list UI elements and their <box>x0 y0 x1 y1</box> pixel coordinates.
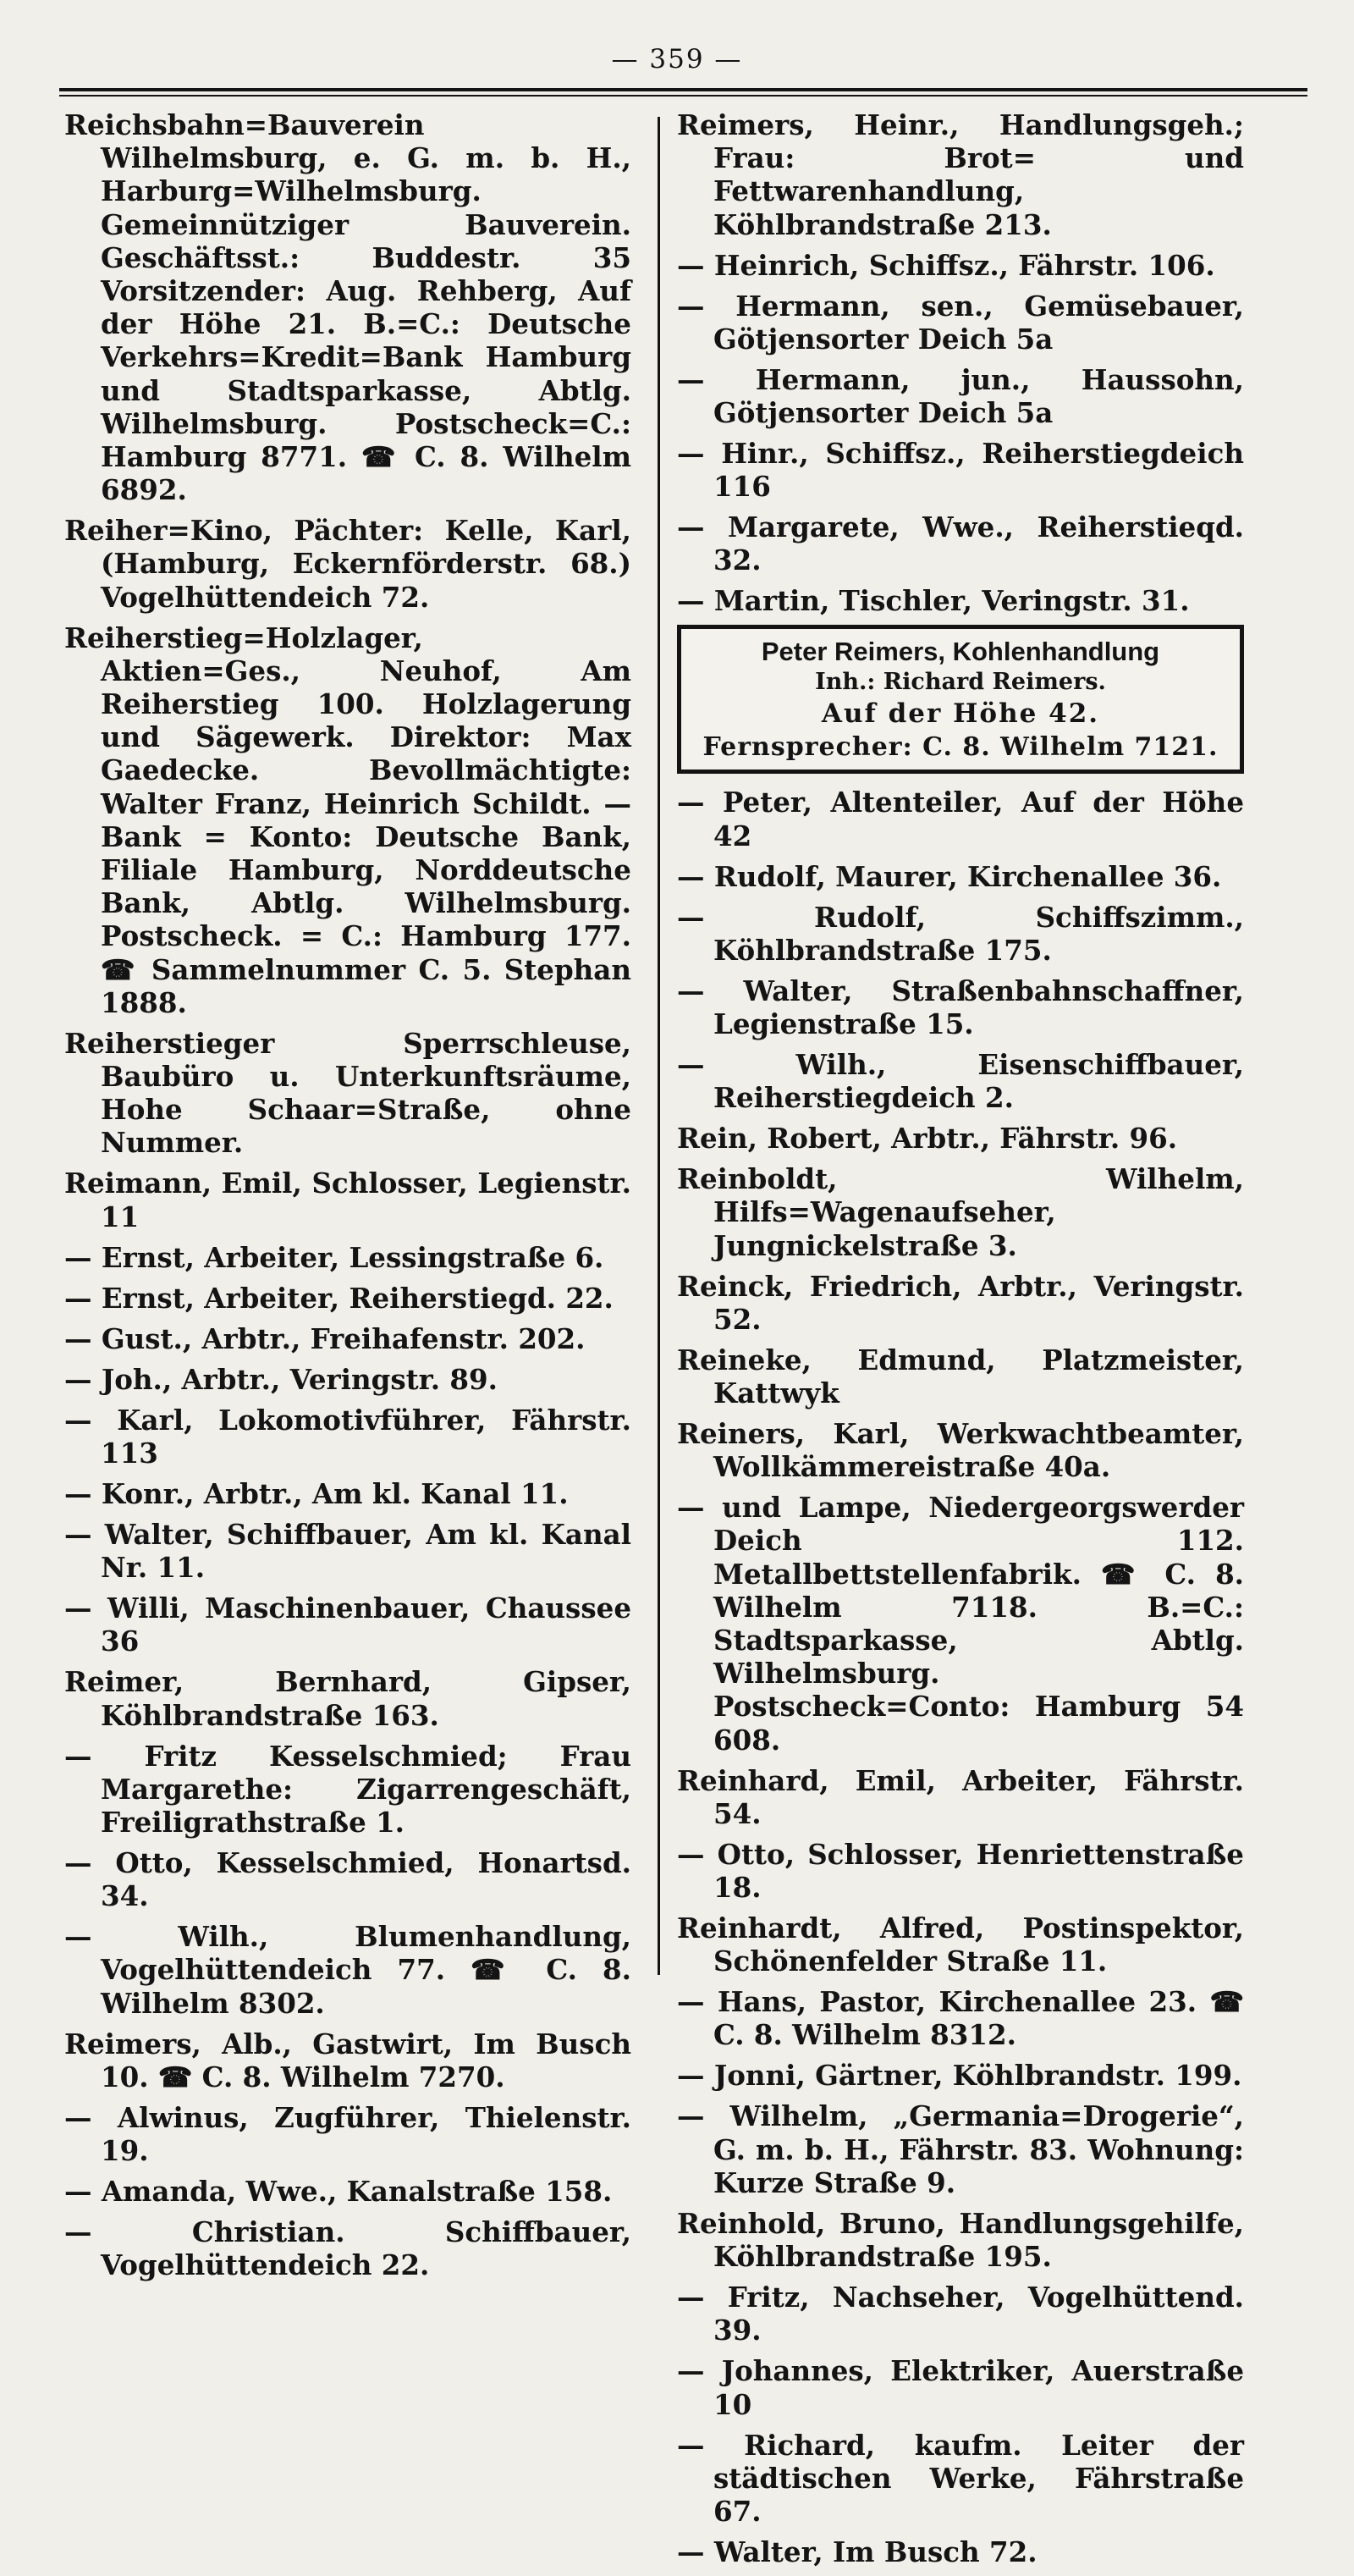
ad-title: Peter Reimers, Kohlenhandlung <box>761 637 1160 667</box>
directory-entry: — Amanda, Wwe., Kanalstraße 158. <box>64 2174 613 2208</box>
directory-entry: — Hans, Pastor, Kirchenallee 23. ☎ C. 8. Wilhelm 8312. <box>677 1985 1244 2052</box>
header-rule-thin <box>59 95 1307 97</box>
page-number: — 359 — <box>611 44 743 74</box>
directory-entry: Reiners, Karl, Werkwachtbeamter, Wollkämmereistraße 40a. <box>677 1417 1244 1484</box>
column-divider <box>658 117 660 1975</box>
directory-entry: — Alwinus, Zugführer, Thielenstr. 19. <box>64 2100 631 2167</box>
directory-entry: — Ernst, Arbeiter, Lessingstraße 6. <box>64 1240 604 1274</box>
directory-entry: — Hermann, sen., Gemüsebauer, Götjensorter Deich 5a <box>677 289 1244 356</box>
directory-entry: Reimers, Alb., Gastwirt, Im Busch 10. ☎ C. 8. Wilhelm 7270. <box>64 2027 631 2093</box>
ad-phone: Fernsprecher: C. 8. Wilhelm 7121. <box>702 732 1219 763</box>
directory-entry: — Richard, kaufm. Leiter der städtischen Werke, Fährstraße 67. <box>677 2428 1244 2528</box>
directory-entry: — Rudolf, Schiffszimm., Köhlbrandstraße 175. <box>677 900 1244 967</box>
directory-entry: Reimer, Bernhard, Gipser, Köhlbrandstraße 163. <box>64 1665 631 1732</box>
ad-owner: Inh.: Richard Reimers. <box>815 669 1106 696</box>
directory-entry: — Jonni, Gärtner, Köhlbrandstr. 199. <box>677 2059 1242 2093</box>
left-column <box>64 108 631 2289</box>
directory-entry: — Peter, Altenteiler, Auf der Höhe 42 <box>677 786 1244 852</box>
directory-entry: — Ernst, Arbeiter, Reiherstiegd. 22. <box>64 1281 614 1315</box>
directory-entry: — und Lampe, Niedergeorgswerder Deich 112. Metallbettstellenfabrik. ☎ C. 8. Wilhelm 7118. B.=C.: Stadtsparkasse, Abtlg. Wilhelmsburg. Postscheck=Conto: Hamburg 54 608. <box>677 1491 1244 1757</box>
directory-entry: — Rudolf, Maurer, Kirchenallee 36. <box>677 859 1222 893</box>
ad-address: Auf der Höhe 42. <box>821 698 1100 730</box>
directory-entry: — Johannes, Elektriker, Auerstraße 10 <box>677 2354 1244 2421</box>
header-rule <box>59 88 1307 91</box>
directory-entry: — Wilhelm, „Germania=Drogerie“, G. m. b. H., Fährstr. 83. Wohnung: Kurze Straße 9. <box>677 2099 1244 2199</box>
advertisement-box <box>677 625 1244 774</box>
directory-entry: — Wilh., Eisenschiffbauer, Reiherstiegdeich 2. <box>677 1048 1244 1115</box>
directory-entry: — Fritz Kesselschmied; Frau Margarethe: Zigarrengeschäft, Freiligrathstraße 1. <box>64 1739 631 1839</box>
directory-entry: Reiherstieg=Holzlager, Aktien=Ges., Neuhof, Am Reiherstieg 100. Holzlagerung und Sägewerk. Direktor: Max Gaedecke. Bevollmächtigte: Walter Franz, Heinrich Schildt. — Bank = Konto: Deutsche Bank, Filiale Hamburg, Norddeutsche Bank, Abtlg. Wilhelmsburg. Postscheck. = C.: Hamburg 177. ☎ Sammelnummer C. 5. Stephan 1888. <box>64 621 631 1019</box>
directory-entry: — Otto, Kesselschmied, Honartsd. 34. <box>64 1845 631 1913</box>
directory-entry: — Karl, Lokomotivführer, Fährstr. 113 <box>64 1403 631 1470</box>
directory-entry: — Otto, Schlosser, Henriettenstraße 18. <box>677 1837 1244 1905</box>
directory-entry: — Heinrich, Schiffsz., Fährstr. 106. <box>677 248 1215 282</box>
directory-entry: — Christian. Schiffbauer, Vogelhüttendeich 22. <box>64 2215 631 2282</box>
directory-entry: Reimers, Heinr., Handlungsgeh.; Frau: Brot= und Fettwarenhandlung, Köhlbrandstraße 213. <box>677 108 1244 241</box>
directory-entry: Reineke, Edmund, Platzmeister, Kattwyk <box>677 1343 1244 1410</box>
directory-entry: Reinhardt, Alfred, Postinspektor, Schönenfelder Straße 11. <box>677 1911 1244 1978</box>
directory-entry: — Joh., Arbtr., Veringstr. 89. <box>64 1362 498 1396</box>
directory-entry: Reiherstieger Sperrschleuse, Baubüro u. Unterkunftsräume, Hohe Schaar=Straße, ohne Nummer. <box>64 1026 631 1160</box>
directory-entry: Reimann, Emil, Schlosser, Legienstr. 11 <box>64 1167 631 1233</box>
right-column <box>677 108 1244 2576</box>
directory-entry: — Willi, Maschinenbauer, Chaussee 36 <box>64 1591 631 1658</box>
directory-entry: — Konr., Arbtr., Am kl. Kanal 11. <box>64 1476 569 1510</box>
directory-entry: — Hermann, jun., Haussohn, Götjensorter Deich 5a <box>677 362 1244 430</box>
directory-entry: — Walter, Schiffbauer, Am kl. Kanal Nr. 11. <box>64 1517 631 1585</box>
directory-entry: Reinboldt, Wilhelm, Hilfs=Wagenaufseher, Jungnickelstraße 3. <box>677 1162 1244 1262</box>
directory-entry: — Margarete, Wwe., Reiherstieqd. 32. <box>677 510 1244 577</box>
directory-entry: Reichsbahn=Bauverein Wilhelmsburg, e. G. m. b. H., Harburg=Wilhelmsburg. Gemeinnütziger Bauverein. Geschäftsst.: Buddestr. 35 Vorsitzender: Aug. Rehberg, Auf der Höhe 21. B.=C.: Deutsche Verkehrs=Kredit=Bank Hamburg und Stadtsparkasse, Abtlg. Wilhelmsburg. Postscheck=C.: Hamburg 8771. ☎ C. 8. Wilhelm 6892. <box>64 108 631 507</box>
directory-entry: Reiher=Kino, Pächter: Kelle, Karl, (Hamburg, Eckernförderstr. 68.) Vogelhüttendeich 72. <box>64 514 631 614</box>
directory-entry: — Hinr., Schiffsz., Reiherstiegdeich 116 <box>677 437 1244 504</box>
directory-entry: — Wilh., Blumenhandlung, Vogelhüttendeich 77. ☎ C. 8. Wilhelm 8302. <box>64 1920 631 2020</box>
directory-entry: Reinhard, Emil, Arbeiter, Fährstr. 54. <box>677 1763 1244 1830</box>
directory-entry: Reinhold, Bruno, Handlungsgehilfe, Köhlbrandstraße 195. <box>677 2206 1244 2274</box>
directory-entry: — Fritz, Nachseher, Vogelhüttend. 39. <box>677 2281 1244 2347</box>
directory-entry: — Walter, Straßenbahnschaffner, Legienstraße 15. <box>677 974 1244 1041</box>
directory-entry: — Walter, Im Busch 72. <box>677 2535 1038 2568</box>
directory-entry: — Martin, Tischler, Veringstr. 31. <box>677 584 1190 618</box>
directory-entry: — Gust., Arbtr., Freihafenstr. 202. <box>64 1321 586 1355</box>
directory-entry: Reinck, Friedrich, Arbtr., Veringstr. 52. <box>677 1269 1244 1336</box>
directory-entry: Rein, Robert, Arbtr., Fährstr. 96. <box>677 1122 1178 1156</box>
